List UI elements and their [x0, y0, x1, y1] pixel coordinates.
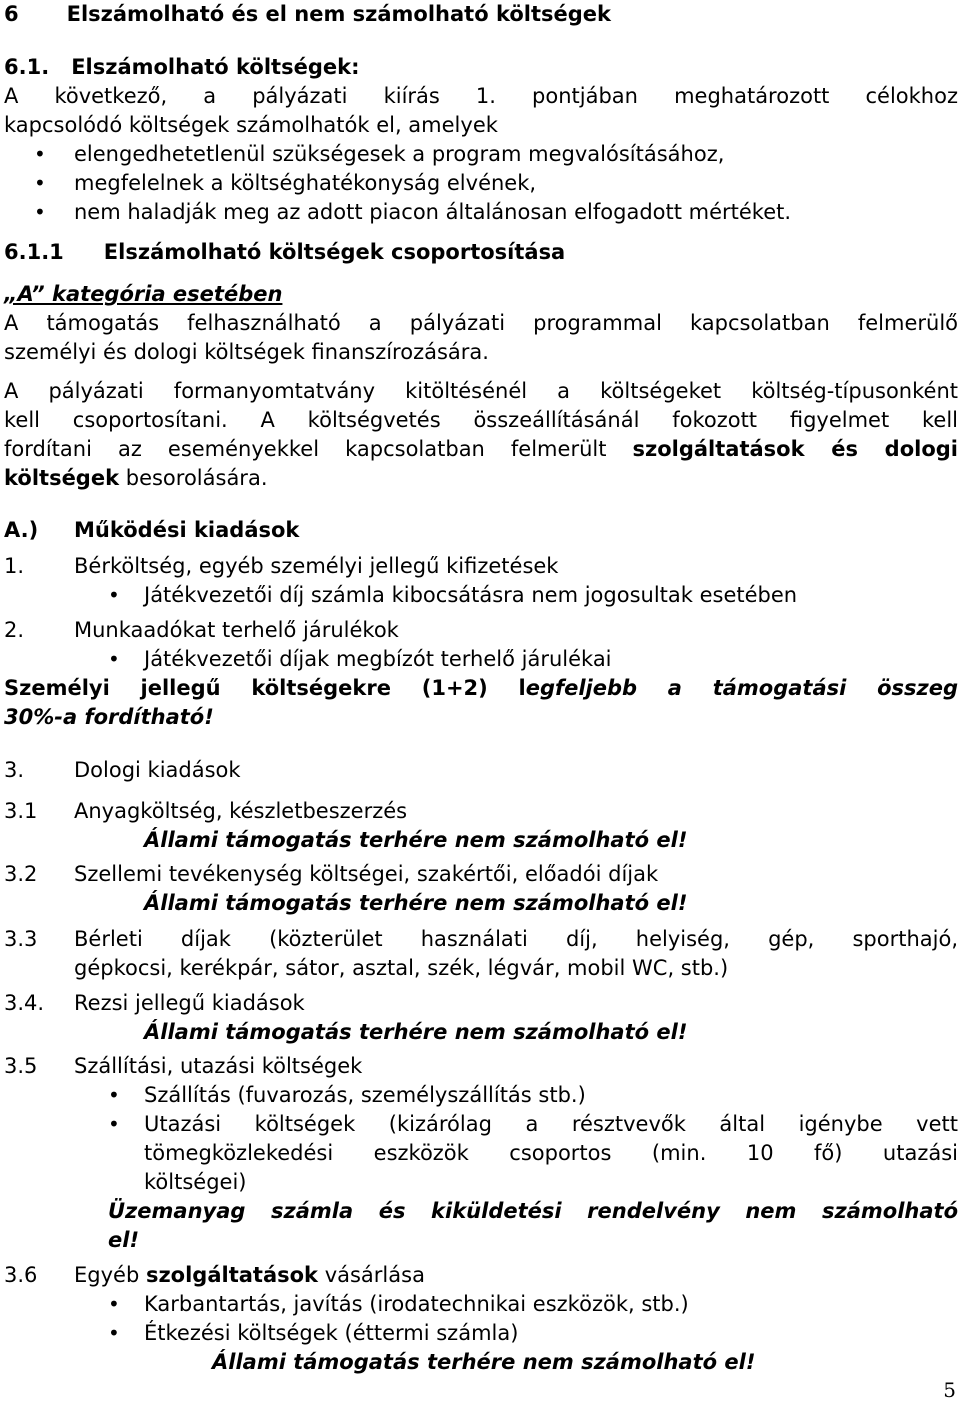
- item-text: vásárlása: [318, 1263, 425, 1287]
- paragraph-1-line-2: személyi és dologi költségek finanszírozására.: [4, 340, 489, 364]
- limit-bold-text: Személyi jellegű költségekre (1+2) l: [4, 676, 526, 700]
- heading-title: Elszámolható költségek csoportosítása: [103, 240, 566, 264]
- section-a-title: Működési kiadások: [74, 518, 300, 542]
- section-heading-6-1: [4, 53, 359, 82]
- section-heading-6: [4, 0, 611, 29]
- item-number: 3.: [4, 758, 25, 782]
- heading-number: A.): [4, 518, 39, 542]
- intro-bullet-2: megfelelnek a költséghatékonyság elvének,: [74, 171, 537, 195]
- bullet-icon: •: [34, 171, 46, 195]
- item-number: 3.2: [4, 862, 38, 886]
- limit-bold-italic-text: egfeljebb a támogatási összeg: [525, 676, 959, 700]
- bullet-icon: •: [34, 142, 46, 166]
- item-number: 2.: [4, 618, 25, 642]
- heading-title: Elszámolható költségek:: [71, 55, 360, 79]
- item-3-3-line-2: gépkocsi, kerékpár, sátor, asztal, szék, légvár, mobil WC, stb.): [74, 956, 729, 980]
- item-3-1-note: Állami támogatás terhére nem számolható el!: [144, 828, 688, 852]
- paragraph-bold-text: költségek: [4, 466, 120, 490]
- heading-title: Elszámolható és el nem számolható költségek: [66, 2, 612, 26]
- limit-line-1: [4, 674, 958, 703]
- item-3-5-text: Szállítási, utazási költségek: [74, 1054, 363, 1078]
- bullet-icon: •: [108, 1112, 120, 1136]
- item-3-2-note: Állami támogatás terhére nem számolható el!: [144, 891, 688, 915]
- item-2-text: Munkaadókat terhelő járulékok: [74, 618, 399, 642]
- item-number: 3.1: [4, 799, 38, 823]
- heading-number: 6.1.1: [4, 240, 64, 264]
- item-3-5-bullet-2-line-1: Utazási költségek (kizárólag a résztvevők által igénybe vett: [144, 1112, 958, 1136]
- item-3-5-bullet-2-line-2: tömegközlekedési eszközök csoportos (min. 10 fő) utazási: [144, 1141, 958, 1165]
- item-text: Egyéb: [74, 1263, 146, 1287]
- paragraph-bold-text: szolgáltatások és dologi: [632, 437, 958, 461]
- item-3-3-line-1: Bérleti díjak (közterület használati díj, helyiség, gép, sporthajó,: [74, 927, 958, 951]
- item-3-5-bullet-2-line-3: költségei): [144, 1170, 247, 1194]
- item-bold-text: szolgáltatások: [145, 1263, 319, 1287]
- paragraph-2-line-4: [4, 464, 268, 493]
- intro-bullet-1: elengedhetetlenül szükségesek a program megvalósításához,: [74, 142, 725, 166]
- paragraph-text: besorolására.: [119, 466, 268, 490]
- paragraph-1-line-1: A támogatás felhasználható a pályázati programmal kapcsolatban felmerülő: [4, 311, 958, 335]
- bullet-icon: •: [108, 647, 120, 671]
- item-3-2-text: Szellemi tevékenység költségei, szakértői, előadói díjak: [74, 862, 659, 886]
- paragraph-text: fordítani az eseményekkel kapcsolatban felmerült: [4, 437, 633, 461]
- item-3-6-bullet-2: Étkezési költségek (éttermi számla): [144, 1321, 519, 1345]
- item-number: 3.3: [4, 927, 38, 951]
- item-3-5-note-line-1: Üzemanyag számla és kiküldetési rendelvény nem számolható: [108, 1199, 958, 1223]
- item-3-text: Dologi kiadások: [74, 758, 241, 782]
- item-3-6-bullet-1: Karbantartás, javítás (irodatechnikai eszközök, stb.): [144, 1292, 689, 1316]
- section-a-heading: [4, 516, 38, 545]
- page-number: 5: [943, 1378, 956, 1402]
- item-3-5-note-line-2: el!: [108, 1228, 140, 1252]
- paragraph-2-line-1: A pályázati formanyomtatvány kitöltésénél a költségeket költség-típusonként: [4, 379, 958, 403]
- item-number: 3.5: [4, 1054, 38, 1078]
- item-3-6-note: Állami támogatás terhére nem számolható el!: [212, 1350, 756, 1374]
- heading-number: 6: [4, 2, 19, 26]
- intro-bullet-3: nem haladják meg az adott piacon általánosan elfogadott mértéket.: [74, 200, 792, 224]
- section-heading-6-1-1: [4, 238, 565, 267]
- limit-line-2: 30%-a fordítható!: [4, 705, 214, 729]
- bullet-icon: •: [108, 1321, 120, 1345]
- item-number: 1.: [4, 554, 25, 578]
- item-number: 3.6: [4, 1263, 38, 1287]
- item-3-6-text: [74, 1261, 425, 1290]
- item-1-bullet: Játékvezetői díj számla kibocsátásra nem jogosultak esetében: [144, 583, 798, 607]
- category-heading: „A” kategória esetében: [4, 282, 283, 306]
- bullet-icon: •: [108, 1292, 120, 1316]
- item-3-4-text: Rezsi jellegű kiadások: [74, 991, 305, 1015]
- item-2-bullet: Játékvezetői díjak megbízót terhelő járulékai: [144, 647, 612, 671]
- intro-line-1: A következő, a pályázati kiírás 1. pontjában meghatározott célokhoz: [4, 84, 958, 108]
- paragraph-2-line-2: kell csoportosítani. A költségvetés összeállításánál fokozott figyelmet kell: [4, 408, 958, 432]
- bullet-icon: •: [34, 200, 46, 224]
- item-number: 3.4.: [4, 991, 45, 1015]
- paragraph-2-line-3: [4, 435, 958, 464]
- item-3-1-text: Anyagköltség, készletbeszerzés: [74, 799, 408, 823]
- heading-number: 6.1.: [4, 55, 50, 79]
- bullet-icon: •: [108, 1083, 120, 1107]
- item-3-4-note: Állami támogatás terhére nem számolható el!: [144, 1020, 688, 1044]
- item-1-text: Bérköltség, egyéb személyi jellegű kifizetések: [74, 554, 559, 578]
- bullet-icon: •: [108, 583, 120, 607]
- item-3-5-bullet-1: Szállítás (fuvarozás, személyszállítás stb.): [144, 1083, 586, 1107]
- intro-line-2: kapcsolódó költségek számolhatók el, amelyek: [4, 113, 498, 137]
